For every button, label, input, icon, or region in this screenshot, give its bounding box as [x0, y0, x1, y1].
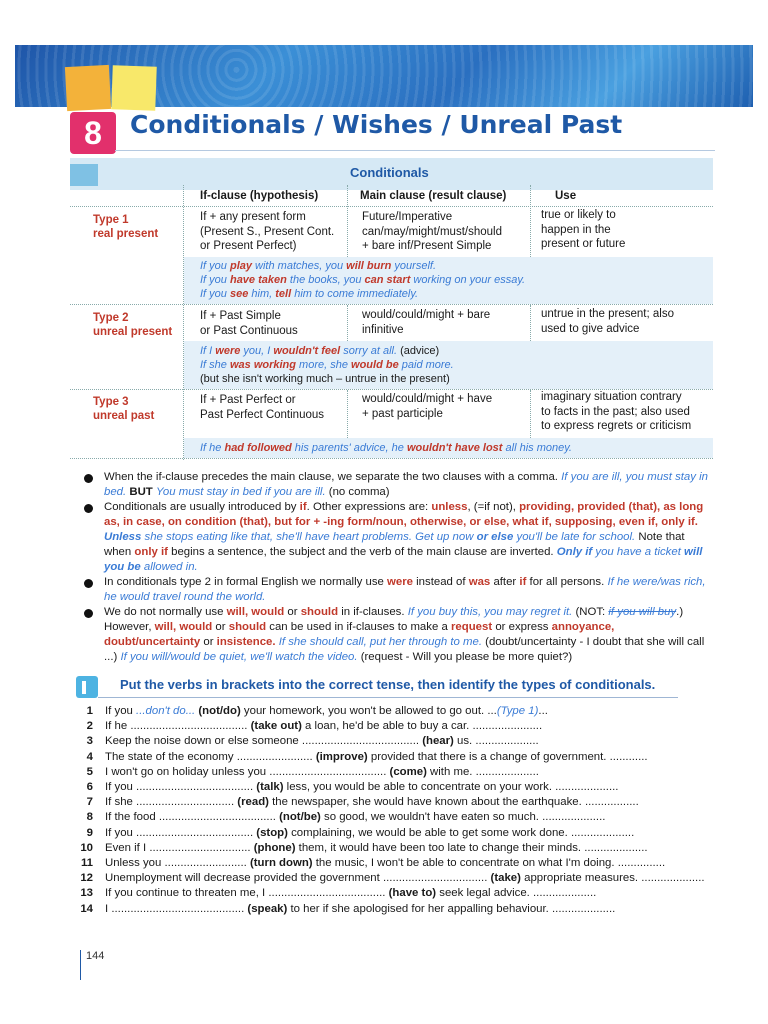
exercise-item: 5 I won't go on holiday unless you ..................................... (come) with me. ....................	[86, 765, 539, 778]
type-name: Type 3	[93, 396, 129, 408]
divider	[530, 390, 531, 438]
example-line: If you have taken the books, you can start working on your essay.	[200, 274, 526, 286]
bookmark-icon	[70, 164, 98, 186]
main-clause-cell	[362, 210, 502, 254]
cell-line: If + Past Simple	[200, 310, 281, 322]
unit-number-badge: 8	[70, 112, 116, 154]
exercise-item: 9 If you ..................................... (stop) complaining, we would be able to get some work done. ....................	[86, 826, 635, 839]
examples	[200, 259, 525, 301]
exercise-item: 13 If you continue to threaten me, I ..................................... (have to) seek legal advice. ....................	[80, 887, 597, 900]
divider	[347, 185, 348, 257]
note-expressions: Conditionals are usually introduced by if. Other expressions are: unless, (=if not), providing, provided (that), as long as, in case, on condition (that), but for + -ing form/noun, otherwise, or else, what if, supposing, even if, only if. Unless she stops eating like that, she'll have heart problems. Get up now or else you'll be late for school. Note that when only if begins a sentence, the subject and the verb of the main clause are inverted. Only if you have a ticket will you be allowed in.	[88, 500, 710, 575]
divider	[530, 185, 531, 257]
exercise-item: 3 Keep the noise down or else someone ..................................... (hear) us. ....................	[86, 735, 539, 748]
use-cell	[541, 307, 674, 336]
use-cell	[541, 390, 691, 434]
cell-line: (Present S., Present Cont.	[200, 225, 335, 238]
divider	[530, 305, 531, 341]
exercise-item: 8 If the food ..................................... (not/be) so good, we wouldn't have eaten so much. ....................	[86, 811, 606, 824]
example-line: If she was working more, she would be paid more.	[200, 359, 454, 371]
note-comma: When the if-clause precedes the main clause, we separate the two clauses with a comma. If you are ill, you must stay in bed. BUT You must stay in bed if you are ill. (no comma)	[88, 470, 710, 500]
cell-line: + bare inf/Present Simple	[362, 240, 492, 252]
divider	[70, 206, 713, 207]
exercise-item: 6 If you ..................................... (talk) less, you would be able to concentrate on your work. ....................	[86, 781, 619, 794]
type-subtype: unreal past	[93, 410, 155, 422]
divider	[80, 950, 81, 980]
main-clause-cell	[362, 392, 492, 421]
exercise-item: 2 If he ..................................... (take out) a loan, he'd be able to buy a car. ......................	[86, 720, 543, 733]
if-clause-cell	[200, 309, 298, 338]
cell-line: would/could/might + bare	[362, 309, 491, 321]
type-name: Type 2	[93, 312, 129, 324]
cell-line: happen in the	[541, 223, 611, 236]
exercise-item: 4 The state of the economy ........................ (improve) provided that there is a change of government. ............	[86, 750, 648, 763]
page-number: 144	[86, 950, 105, 962]
main-clause-cell	[362, 308, 490, 337]
cell-line: imaginary situation contrary	[541, 391, 682, 403]
decorative-square-yellow	[111, 65, 157, 111]
note-will-would: We do not normally use will, would or should in if-clauses. If you buy this, you may regret it. (NOT: if you will buy.) However, will, would or should can be used in if-clauses to make a request or express annoyance, doubt/uncertainty or insistence. If she should call, put her through to me. (doubt/uncertainty - I doubt that she will call ...) If you will/would be quiet, we'll watch the video. (request - Will you please be more quiet?)	[88, 605, 710, 665]
cell-line: Future/Imperative	[362, 211, 453, 223]
grammar-notes	[88, 470, 710, 665]
exercise-items	[75, 704, 725, 917]
divider	[115, 150, 715, 151]
cell-line: true or likely to	[541, 209, 616, 221]
example-line: If he had followed his parents' advice, he wouldn't have lost all his money.	[200, 442, 572, 454]
divider	[347, 305, 348, 341]
example-line: If you play with matches, you will burn yourself.	[200, 260, 437, 272]
note-were: In conditionals type 2 in formal English we normally use were instead of was after if for all persons. If he were/was rich, he would travel round the world.	[88, 575, 710, 605]
row-type-label	[93, 311, 172, 339]
exercise-instruction: Put the verbs in brackets into the correct tense, then identify the types of conditionals.	[120, 677, 656, 692]
divider	[70, 304, 713, 305]
cell-line: used to give advice	[541, 322, 640, 335]
type-subtype: unreal present	[93, 326, 173, 338]
row-type-label	[93, 395, 154, 423]
exercise-item: 10 Even if I ................................ (phone) them, it would have been too late to change their minds. ....................	[80, 841, 648, 854]
cell-line: If + Past Perfect or	[200, 394, 296, 406]
exercise-item: 1 If you ...don't do... (not/do) your homework, you won't be allowed to go out. ...(Type 1)...	[86, 705, 548, 717]
type-subtype: real present	[93, 228, 159, 240]
exercise-item: 12 Unemployment will decrease provided the government ................................. (take) appropriate measures. ....................	[80, 872, 705, 885]
cell-line: can/may/might/must/should	[362, 225, 502, 238]
cell-line: to facts in the past; also used	[541, 405, 690, 418]
page-title: Conditionals / Wishes / Unreal Past	[130, 110, 623, 139]
cell-line: would/could/might + have	[362, 393, 493, 405]
exercise-item: 11 Unless you .......................... (turn down) the music, I won't be able to concentrate on what I'm doing. ...............	[80, 857, 666, 870]
divider	[70, 458, 713, 459]
decorative-square-orange	[65, 65, 111, 111]
cell-line: Past Perfect Continuous	[200, 408, 325, 421]
divider	[98, 697, 678, 698]
column-header-use: Use	[555, 190, 577, 202]
exercise-number-badge	[76, 676, 98, 698]
example-line: (but she isn't working much – untrue in the present)	[200, 373, 450, 385]
if-clause-cell	[200, 210, 334, 254]
cell-line: to express regrets or criticism	[541, 420, 692, 432]
divider	[347, 390, 348, 438]
cell-line: infinitive	[362, 323, 404, 336]
use-cell	[541, 208, 625, 252]
cell-line: If + any present form	[200, 211, 306, 223]
cell-line: or Past Continuous	[200, 324, 298, 337]
examples	[200, 344, 454, 386]
exercise-item: 7 If she ............................... (read) the newspaper, she would have known about the earthquake. .................	[86, 796, 639, 809]
column-header-if-clause: If-clause (hypothesis)	[200, 190, 319, 202]
example-line: If you see him, tell him to come immediately.	[200, 288, 419, 300]
column-header-main-clause: Main clause (result clause)	[360, 190, 507, 202]
cell-line: + past participle	[362, 407, 443, 420]
example-line: If I were you, I wouldn't feel sorry at all. (advice)	[200, 345, 440, 357]
cell-line: or Present Perfect)	[200, 240, 297, 252]
if-clause-cell	[200, 393, 324, 422]
exercise-item: 14 I .......................................... (speak) to her if she apologised for her appalling behaviour. ....................	[80, 902, 616, 915]
table-heading: Conditionals	[350, 165, 429, 180]
divider	[183, 185, 184, 460]
cell-line: present or future	[541, 238, 626, 250]
type-name: Type 1	[93, 214, 129, 226]
cell-line: untrue in the present; also	[541, 308, 674, 320]
row-type-label	[93, 213, 158, 241]
examples	[200, 441, 572, 455]
